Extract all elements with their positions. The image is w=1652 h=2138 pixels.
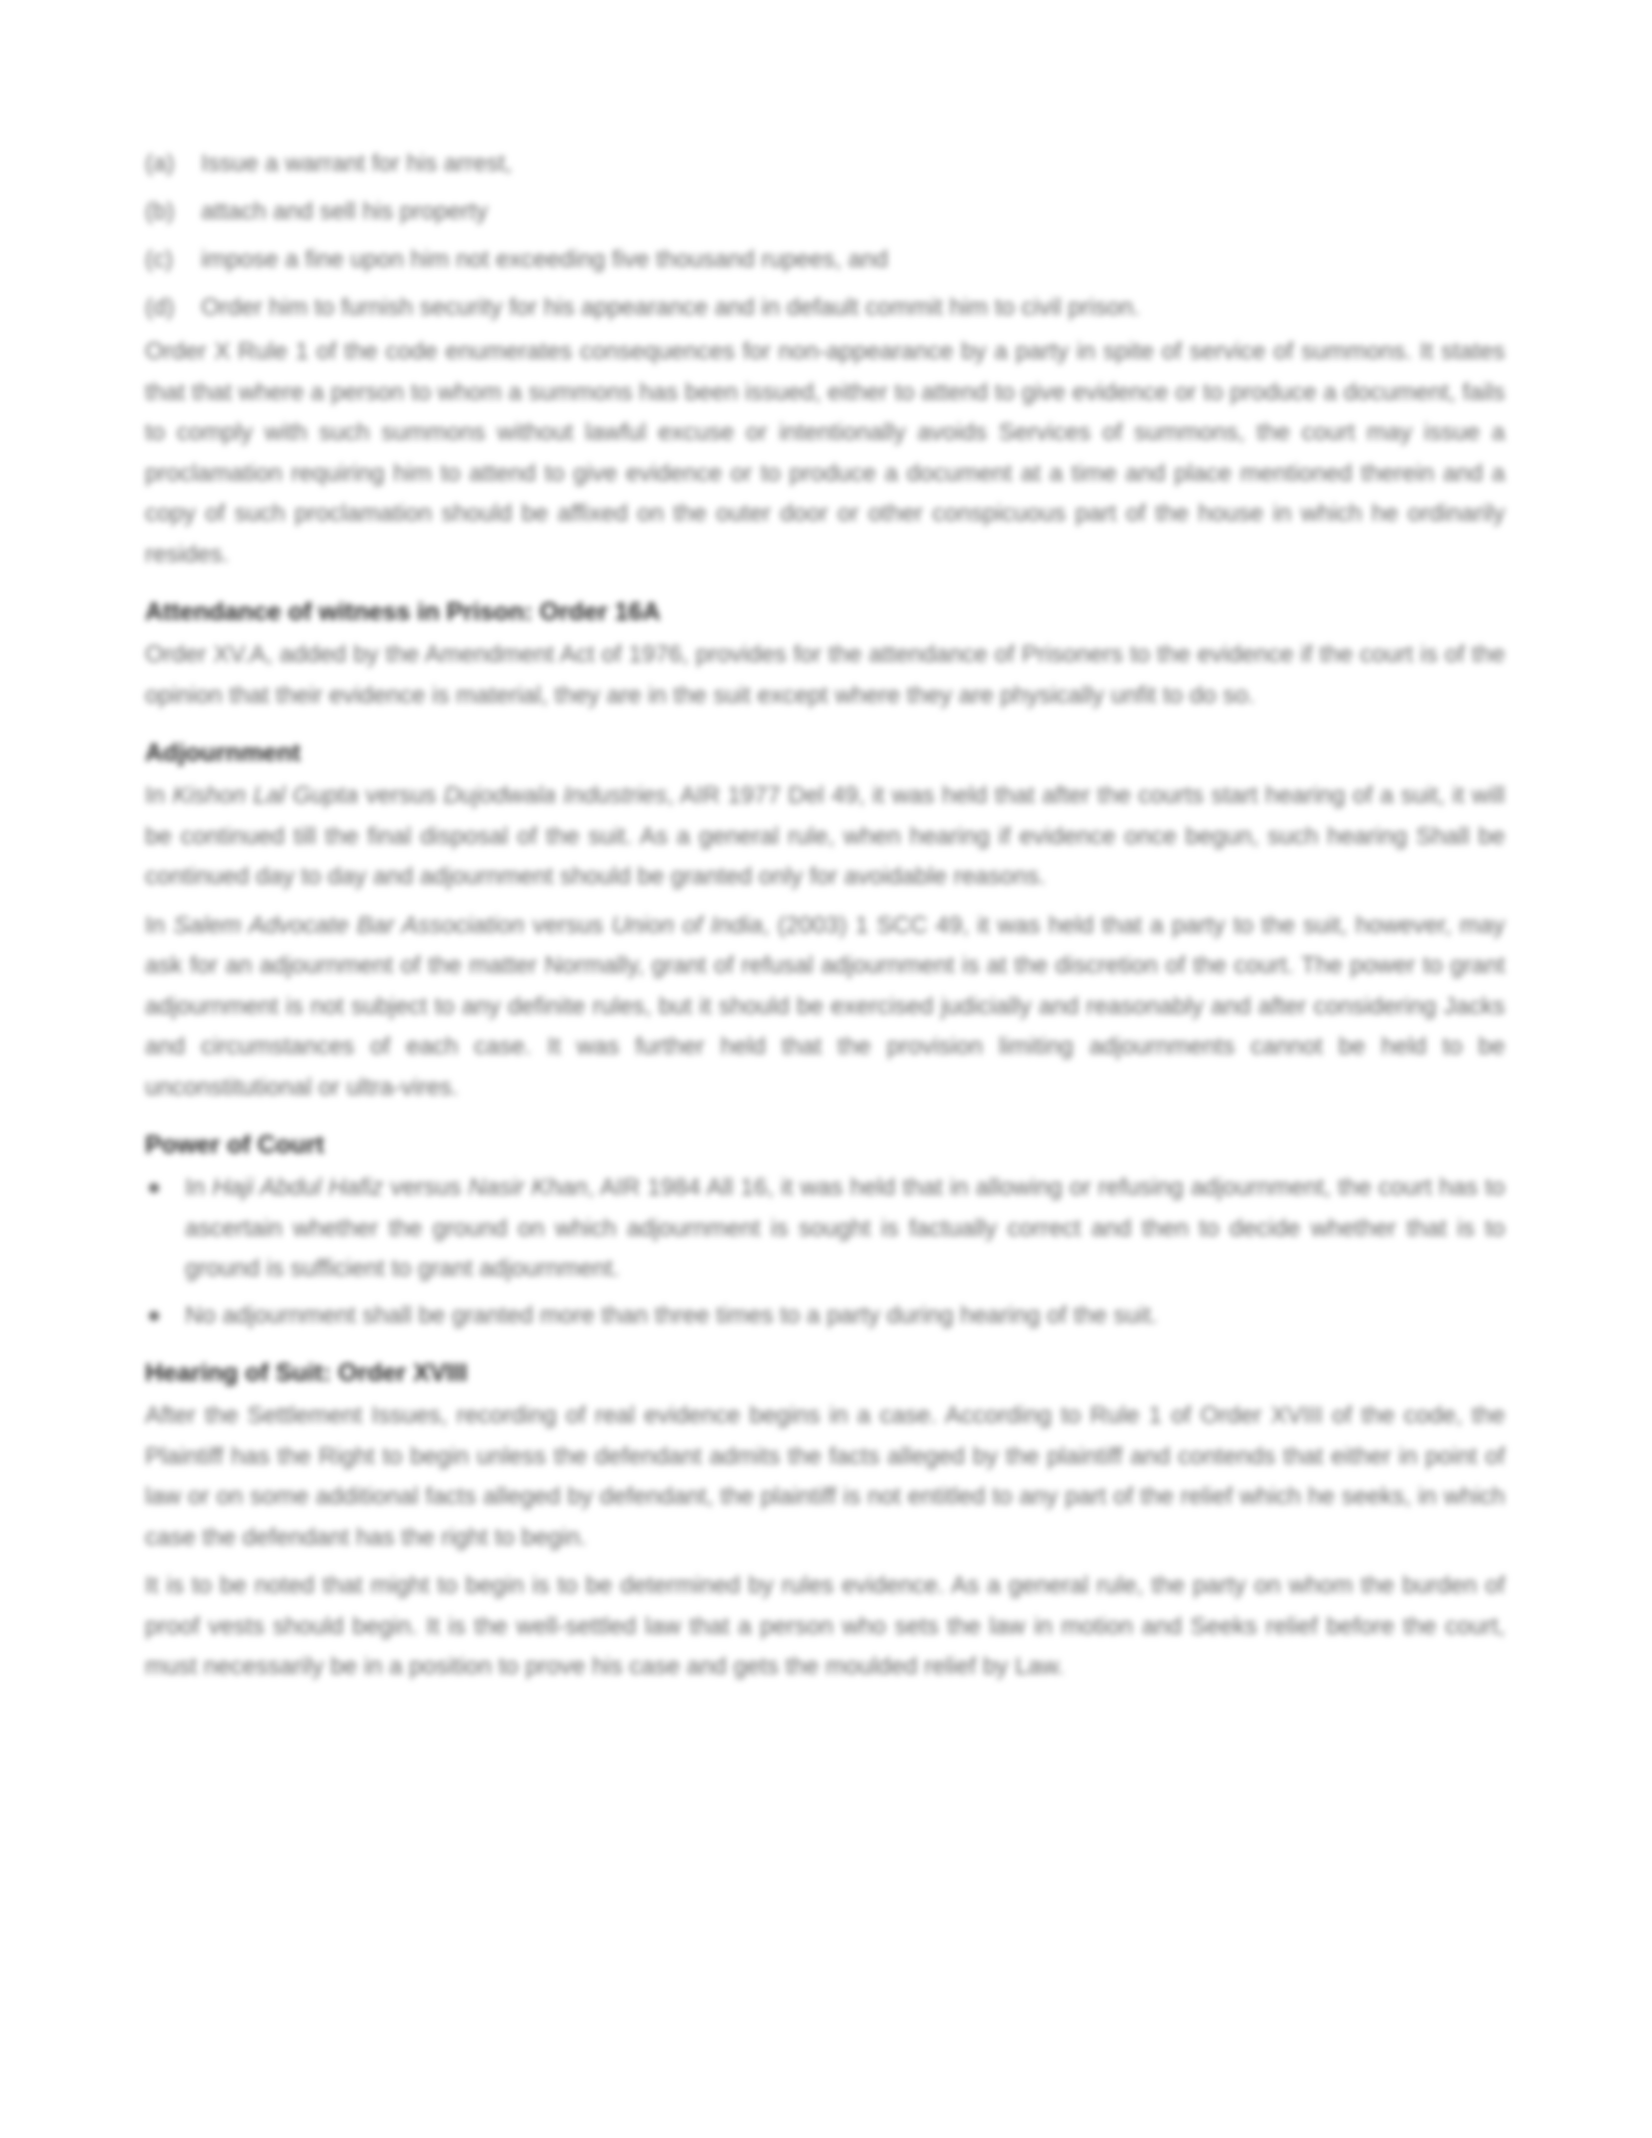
text-fragment: , AIR 1977 Del 49, it was held that after the courts start hearing of a suit, it will be continued till the final disposal of the suit. As a general rule, when hearing if evidence once begun, such hearing Shall be continued day to day and adjournment should be granted only for avoidable reasons. xyxy=(145,782,1506,890)
bullet-item xyxy=(185,1168,1505,1290)
text-fragment: versus xyxy=(524,911,612,939)
list-item xyxy=(145,236,1505,284)
paragraph-salem-advocate xyxy=(145,906,1505,1109)
text-fragment: In xyxy=(185,1174,213,1201)
text-fragment: , (2003) 1 SCC 49, it was held that a party to the suit, however, may ask for an adjournment of the matter Normally, grant of refusal adjournment is at the discretion of the court. The power to grant adjournment is not subject to any definite rules, but it should be exercised judicially and reasonably and after considering Jacks and circumstances of each case. It was further held that the provision limiting adjournments cannot be held to be unconstitutional or ultra-vires. xyxy=(145,911,1506,1101)
text-fragment: , AIR 1984 All 16, it was held that in allowing or refusing adjournment, the court has to ascertain whether the ground on which adjournment is sought is factually correct and then to decide whether that is to ground is sufficient to grant adjournment. xyxy=(185,1174,1506,1282)
list-item xyxy=(145,140,1505,188)
heading-adjournment: Adjournment xyxy=(145,739,301,767)
bullet-item: No adjournment shall be granted more than three times to a party during hearing of the suit. xyxy=(185,1296,1505,1337)
case-party: Kishon Lal Gupta xyxy=(172,782,359,809)
heading-power-of-court: Power of Court xyxy=(145,1131,325,1159)
list-label: (c) xyxy=(145,246,173,273)
case-party: Union of India xyxy=(611,911,763,939)
list-text: Order him to furnish security for his appearance and in default commit him to civil prison. xyxy=(201,294,1141,321)
text-fragment: In xyxy=(145,782,173,809)
text-fragment: versus xyxy=(383,1174,469,1201)
list-label: (a) xyxy=(145,150,175,177)
paragraph-kishon-lal xyxy=(145,776,1505,898)
list-text: impose a fine upon him not exceeding five thousand rupees, and xyxy=(201,246,889,273)
case-party: Haji Abdul Hafiz xyxy=(212,1174,384,1201)
heading-hearing-of-suit: Hearing of Suit: Order XVIII xyxy=(145,1359,468,1387)
paragraph-hearing-1: After the Settlement Issues, recording of real evidence begins in a case. According to Rule 1 of Order XVIII of the code, the Plaintiff has the Right to begin unless the defendant admits the facts alleged by the plaintiff and contends that either in point of law or on some additional facts alleged by defendant, the plaintiff is not entitled to any part of the relief which he seeks, in which case the defendant has the right to begin. xyxy=(145,1402,1505,1551)
case-party: Salem Advocate Bar Association xyxy=(173,911,525,939)
paragraph-attendance-prison: Order XV.A, added by the Amendment Act of 1976, provides for the attendance of Prisoners to the evidence if the court is of the opinion that their evidence is material, they are in the suit except where they are physically unfit to do so. xyxy=(145,641,1505,709)
list-item xyxy=(145,284,1505,332)
paragraph-hearing-2: It is to be noted that might to begin is to be determined by rules evidence. As a general rule, the party on whom the burden of proof vests should begin. It is the well-settled law that a person who sets the law in motion and Seeks relief before the court, must necessarily be in a position to prove his case and gets the moulded relief by Law. xyxy=(145,1572,1505,1680)
document-page xyxy=(145,140,1505,1696)
list-text: Issue a warrant for his arrest, xyxy=(201,150,512,177)
text-fragment: versus xyxy=(358,782,444,809)
list-item xyxy=(145,188,1505,236)
list-label: (d) xyxy=(145,294,175,321)
bullet-list xyxy=(145,1168,1505,1336)
case-party: Dujodwala Industries xyxy=(443,782,668,809)
text-fragment: In xyxy=(145,911,174,939)
intro-paragraph: Order X Rule 1 of the code enumerates consequences for non-appearance by a party in spite of service of summons. It states that that where a person to whom a summons has been issued, either to attend to give evidence or to produce a document, fails to comply with such summons without lawful excuse or intentionally avoids Services of summons, the court may issue a proclamation requiring him to attend to give evidence or to produce a document at a time and place mentioned therein and a copy of such proclamation should be affixed on the outer door or other conspicuous part of the house in which he ordinarily resides. xyxy=(145,338,1505,568)
heading-attendance-prison: Attendance of witness in Prison: Order 16A xyxy=(145,598,661,626)
list-text: attach and sell his property xyxy=(201,198,488,225)
list-label: (b) xyxy=(145,198,175,225)
case-party: Nasir Khan xyxy=(468,1174,588,1201)
